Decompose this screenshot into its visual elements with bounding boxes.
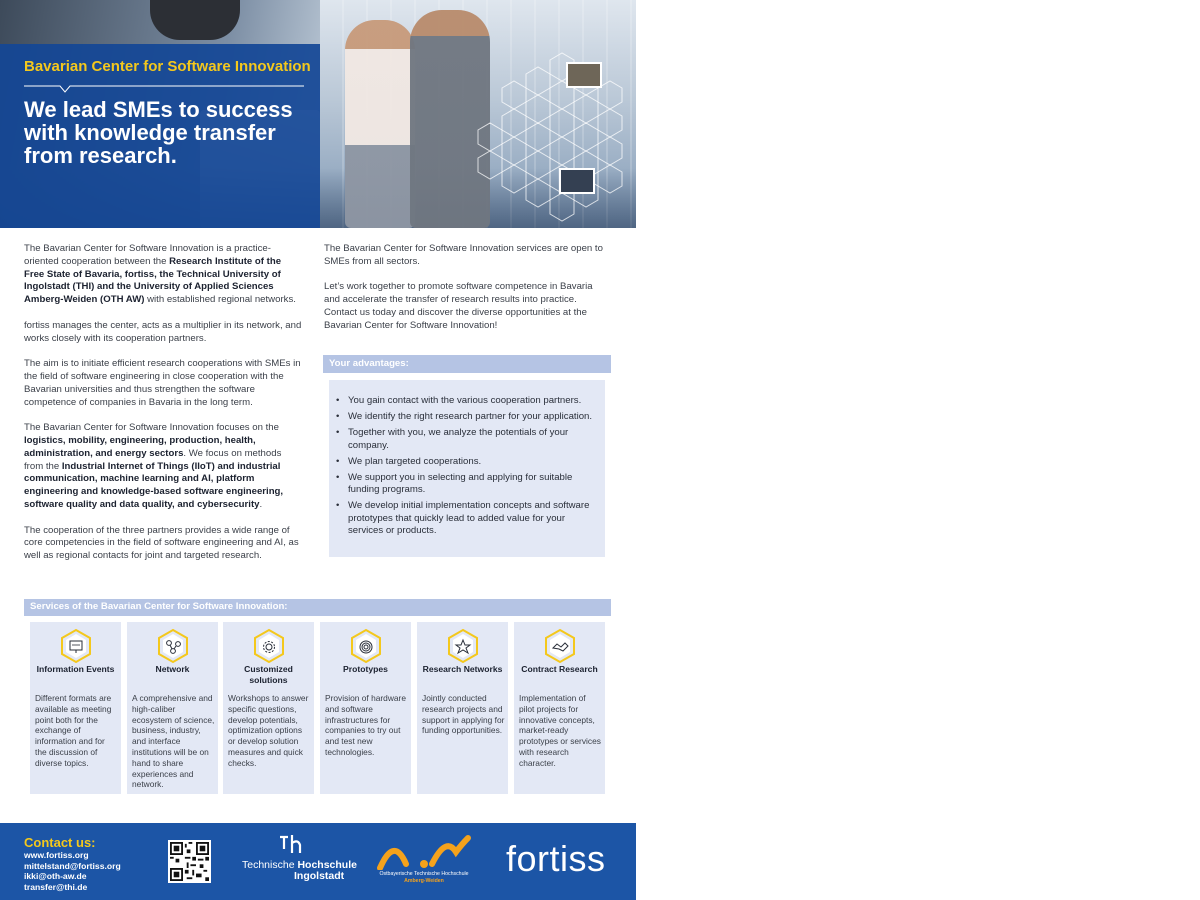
advantages-box [329, 380, 605, 557]
contact-email-oth-link[interactable]: ikki@oth-aw.de [24, 871, 87, 881]
advantage-item: • Together with you, we analyze the potentials of your company. [348, 427, 599, 451]
intro-column-left [24, 243, 302, 576]
service-title: Network [155, 664, 190, 674]
hexagon-network-graphic [440, 20, 636, 228]
service-title: Customized solutions [244, 664, 293, 685]
advantage-item: • We plan targeted cooperations. [348, 456, 599, 468]
robot-arm-image [150, 0, 240, 40]
service-description: Provision of hardware and software infrastructures for companies to try out and test new technologies. [325, 693, 406, 757]
hero-overline: Bavarian Center for Software Innovation [24, 58, 311, 75]
conveyor-thumbnail-image [559, 168, 595, 194]
advantage-item: • We identify the right research partner for your application. [348, 411, 599, 423]
services-header: Services of the Bavarian Center for Software Innovation: [24, 599, 611, 616]
service-description: Implementation of pilot projects for innovative concepts, market-ready prototypes or services with research character. [519, 693, 601, 768]
fingerprint-icon [349, 628, 383, 664]
contact-website-link[interactable]: www.fortiss.org [24, 850, 89, 860]
service-card [223, 622, 314, 794]
hero-divider-line [24, 84, 304, 94]
advantage-item: • You gain contact with the various cooperation partners. [348, 395, 599, 407]
service-card [127, 622, 218, 794]
oth-name-line-2: Amberg-Weiden [404, 878, 444, 884]
presentation-icon [59, 628, 93, 664]
intro-paragraph-6: The Bavarian Center for Software Innovation services are open to SMEs from all sectors. [324, 243, 603, 267]
service-description: Jointly conducted research projects and support in applying for funding opportunities. [422, 693, 505, 736]
contact-email-thi-link[interactable]: transfer@thi.de [24, 881, 88, 892]
qr-code-icon [168, 840, 211, 883]
service-card [30, 622, 121, 794]
service-description: Workshops to answer specific questions, develop potentials, optimization options or develop solution measures and quick checks. [228, 693, 309, 768]
service-card [514, 622, 605, 794]
thi-logo-icon [276, 833, 306, 857]
oth-aw-logo-icon [376, 834, 472, 870]
intro-paragraph-2: fortiss manages the center, acts as a multiplier in its network, and works closely with its cooperation partners. [24, 319, 302, 344]
intro-paragraph-7: Let’s work together to promote software competence in Bavaria and accelerate the transfer of research results into practice. Contact us today and discover the diverse opportunities at the Bavarian Center for Software Innovation! [324, 281, 593, 331]
service-card [417, 622, 508, 794]
service-title: Prototypes [343, 664, 388, 674]
oth-name-line-1: Ostbayerische Technische Hochschule [379, 871, 469, 877]
factory-thumbnail-image [566, 62, 602, 88]
hero-title: We lead SMEs to success with knowledge transfer from research. [24, 97, 293, 168]
thi-name-line-2: Ingolstadt [294, 870, 345, 882]
contact-email-fortiss-link[interactable]: mittelstand@fortiss.org [24, 860, 121, 871]
fortiss-logo: fortiss [506, 838, 606, 879]
service-title: Contract Research [521, 664, 598, 674]
contact-title: Contact us: [24, 835, 96, 850]
contact-list [24, 850, 121, 892]
advantage-item: • We support you in selecting and applying for suitable funding programs. [348, 472, 599, 496]
intro-paragraph-4: The Bavarian Center for Software Innovation focuses on the logistics, mobility, engineering, production, health, administration, and energy sectors. We focus on methods from the Industrial Internet of Things (IIoT) and industrial communication, machine learning and AI, platform engineering and knowledge-based software engineering, software quality and data quality, and cybersecurity. [24, 422, 284, 510]
intro-paragraph-3: The aim is to initiate efficient research cooperations with SMEs in the field of software engineering in close cooperation with the Bavarian universities and thus strengthen the software competence of companies in Bavaria in the long term. [24, 358, 301, 408]
intro-paragraph-1: The Bavarian Center for Software Innovation is a practice-oriented cooperation between the Research Institute of the Free State of Bavaria, fortiss, the Technical University of Ingolstadt (THI) and the University of Applied Sciences Amberg-Weiden (OTH AW) with established regional networks. [24, 243, 296, 306]
advantage-item: • We develop initial implementation concepts and software prototypes that quickly lead to added value for your services or products. [348, 500, 599, 537]
star-network-icon [446, 628, 480, 664]
network-icon [156, 628, 190, 664]
service-description: A comprehensive and high-caliber ecosystem of science, business, industry, and interface institutions will be on hand to share experiences and network. [132, 693, 215, 790]
service-title: Information Events [36, 664, 115, 674]
advantages-list [348, 395, 599, 537]
gear-icon [252, 628, 286, 664]
intro-column-right [324, 243, 610, 345]
service-description: Different formats are available as meeting point both for the exchange of information and for the discussion of diverse topics. [35, 693, 112, 768]
intro-paragraph-5: The cooperation of the three partners provides a wide range of core competencies in the field of software engineering and AI, as well as regional contacts for joint and targeted research. [24, 524, 299, 562]
thi-name-line-1: Technische Hochschule [242, 859, 357, 871]
woman-figure-image [345, 20, 415, 228]
service-title: Research Networks [422, 664, 503, 674]
advantages-header: Your advantages: [323, 355, 611, 373]
service-card [320, 622, 411, 794]
handshake-icon [543, 628, 577, 664]
